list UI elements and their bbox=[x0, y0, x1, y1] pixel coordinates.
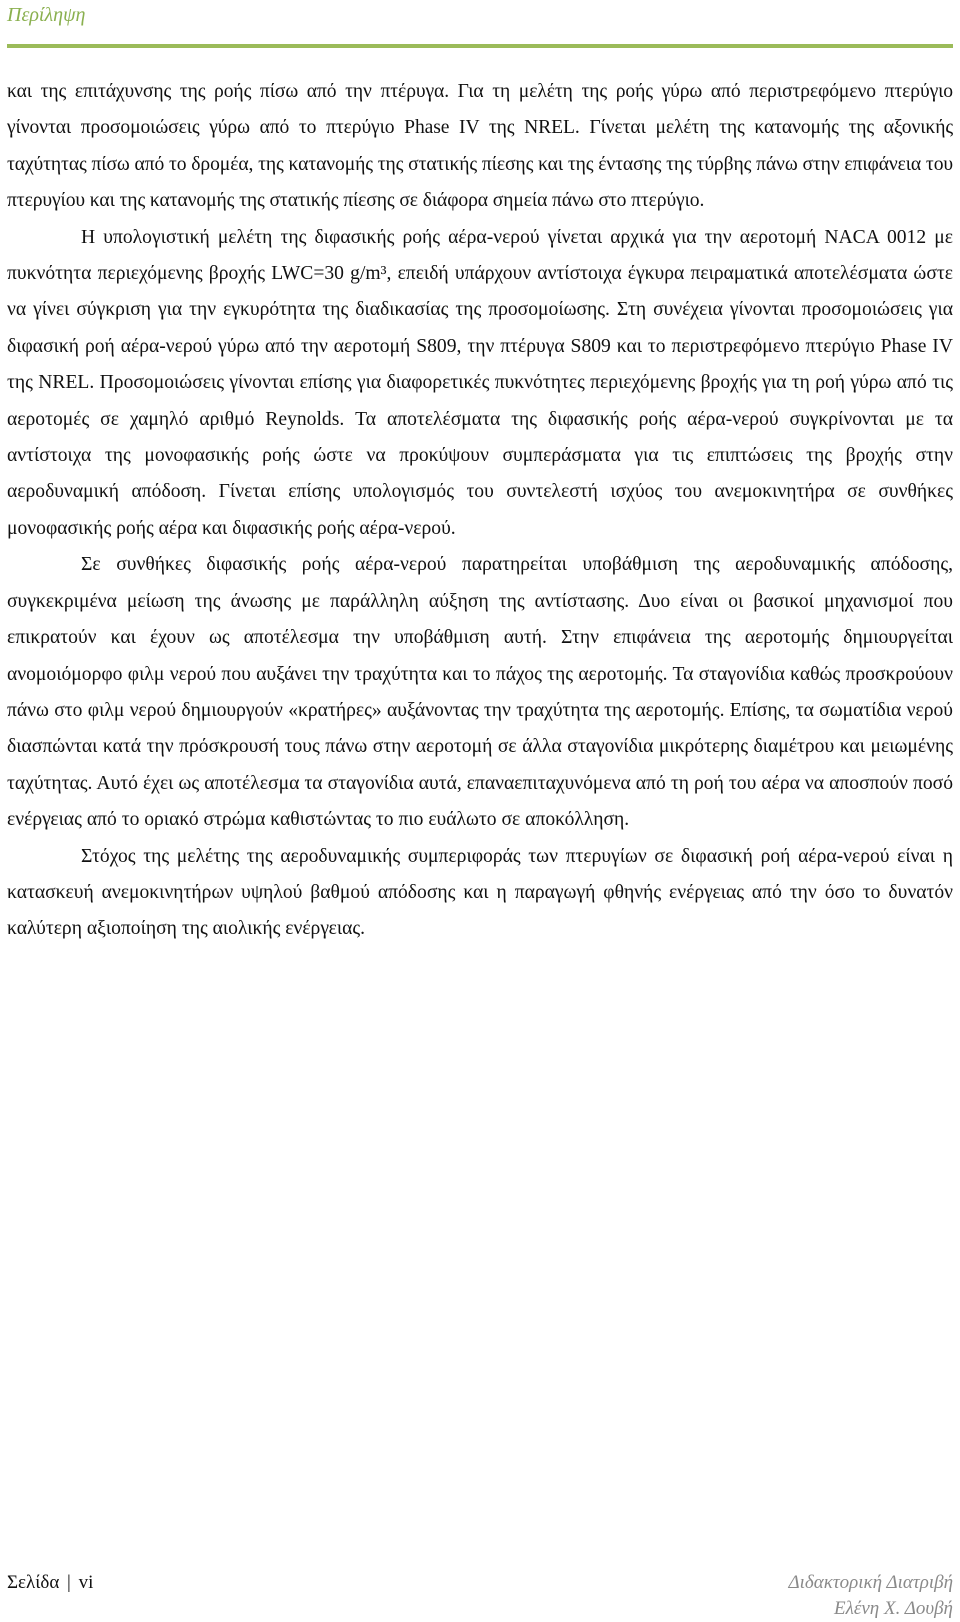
document-type: Διδακτορική Διατριβή bbox=[788, 1572, 953, 1593]
document-body bbox=[7, 74, 953, 948]
page-header-title: Περίληψη bbox=[7, 4, 86, 26]
page-label: Σελίδα bbox=[7, 1572, 60, 1593]
page-number: vi bbox=[78, 1572, 94, 1593]
paragraph-3: Σε συνθήκες διφασικής ροής αέρα-νερού παρατηρείται υποβάθμιση της αεροδυναμικής απόδοσης, συγκεκριμένα μείωση της άνωσης με παράλληλη αύξηση της αντίστασης. Δυο είναι οι βασικοί μηχανισμοί που επικρατούν και έχουν ως αποτέλεσμα την υποβάθμιση αυτή. Στην επιφάνεια της αεροτομής δημιουργείται ανομοιόμορφο φιλμ νερού που αυξάνει την τραχύτητα και το πάχος της αεροτομής. Τα σταγονίδια καθώς προσκρούουν πάνω στο φιλμ νερού δημιουργούν «κρατήρες» αυξάνοντας την τραχύτητα της αεροτομής. Επίσης, τα σωματίδια νερού διασπώνται κατά την πρόσκρουσή τους πάνω στην αεροτομή σε άλλα σταγονίδια μικρότερης διαμέτρου και μειωμένης ταχύτητας. Αυτό έχει ως αποτέλεσμα τα σταγονίδια αυτά, επαναεπιταχυνόμενα από τη ροή του αέρα να αποσπούν ποσό ενέργειας από το οριακό στρώμα καθιστώντας το πιο ευάλωτο σε αποκόλληση. bbox=[7, 554, 953, 831]
page-footer-number bbox=[7, 1572, 93, 1594]
paragraph-1: και της επιτάχυνσης της ροής πίσω από την πτέρυγα. Για τη μελέτη της ροής γύρω από περιστρεφόμενο πτερύγιο γίνονται προσομοιώσεις γύρω από το πτερύγιο Phase IV της NREL. Γίνεται μελέτη της κατανομής της αξονικής ταχύτητας πίσω από το δρομέα, της κατανομής της στατικής πίεσης και της έντασης της τύρβης πάνω στην επιφάνεια του πτερυγίου και της κατανομής της στατικής πίεσης σε διάφορα σημεία πάνω στο πτερύγιο. bbox=[7, 81, 953, 212]
footer-separator: | bbox=[67, 1572, 71, 1593]
page-footer-info bbox=[789, 1570, 954, 1622]
paragraph-2: Η υπολογιστική μελέτη της διφασικής ροής αέρα-νερού γίνεται αρχικά για την αεροτομή NACA 0012 με πυκνότητα περιεχόμενης βροχής LWC=30 g/m³, επειδή υπάρχουν αντίστοιχα έγκυρα πειραματικά αποτελέσματα ώστε να γίνει σύγκριση για την εγκυρότητα της διαδικασίας της προσομοίωσης. Στη συνέχεια γίνονται προσομοιώσεις για διφασική ροή αέρα-νερού γύρω από την αεροτομή S809, την πτέρυγα S809 και το περιστρεφόμενο πτερύγιο Phase IV της NREL. Προσομοιώσεις γίνονται επίσης για διαφορετικές πυκνότητες περιεχόμενης βροχής για τη ροή γύρω από τις αεροτομές σε χαμηλό αριθμό Reynolds. Τα αποτελέσματα της διφασικής ροής αέρα-νερού συγκρίνονται με τα αντίστοιχα της μονοφασικής ροής ώστε να προκύψουν συμπεράσματα για τις επιπτώσεις της βροχής στην αεροδυναμική απόδοση. Γίνεται επίσης υπολογισμός του συντελεστή ισχύος του ανεμοκινητήρα σε συνθήκες μονοφασικής ροής αέρα και διφασικής ροής αέρα-νερού. bbox=[7, 226, 953, 539]
header-divider bbox=[7, 44, 953, 48]
author-name: Ελένη Χ. Δουβή bbox=[834, 1598, 953, 1619]
paragraph-4: Στόχος της μελέτης της αεροδυναμικής συμπεριφοράς των πτερυγίων σε διφασική ροή αέρα-νερού είναι η κατασκευή ανεμοκινητήρων υψηλού βαθμού απόδοσης και η παραγωγή φθηνής ενέργειας από την όσο το δυνατόν καλύτερη αξιοποίηση της αιολικής ενέργειας. bbox=[7, 845, 953, 940]
